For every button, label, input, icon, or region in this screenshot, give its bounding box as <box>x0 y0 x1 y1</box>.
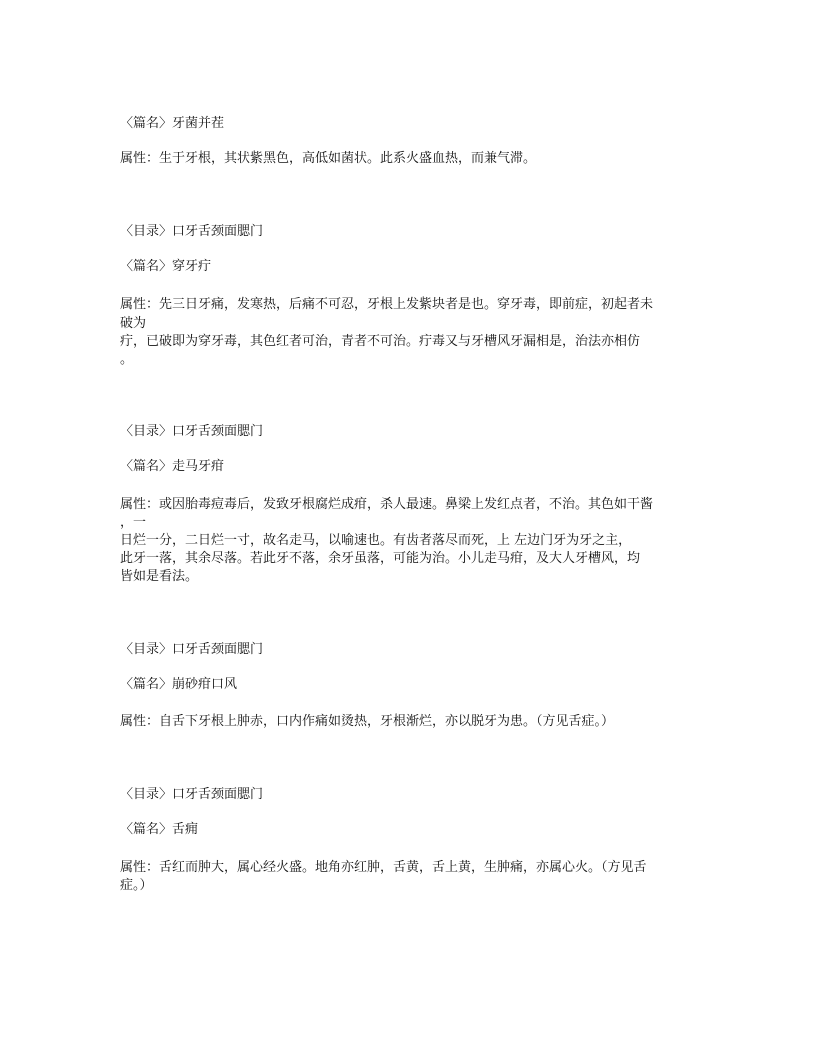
directory-line: 〈目录〉口牙舌颈面腮门 <box>120 642 264 657</box>
attribute-line: 破为 <box>120 316 147 331</box>
attribute-line: 属性：生于牙根，其状紫黑色，高低如菌状。此系火盛血热，而兼气滞。 <box>120 151 537 166</box>
section-title: 〈篇名〉牙菌并茬 <box>120 116 225 131</box>
attribute-line: 皆如是看法。 <box>120 569 199 584</box>
section-title: 〈篇名〉舌痈 <box>120 822 199 837</box>
attribute-line: 属性：先三日牙痛，发寒热，后痛不可忍，牙根上发紫块者是也。穿牙毒，即前症，初起者未 <box>120 297 654 312</box>
attribute-line: 症。） <box>120 878 153 893</box>
directory-line: 〈目录〉口牙舌颈面腮门 <box>120 424 264 439</box>
attribute-line: 疔，已破即为穿牙毒，其色红者可治，青者不可治。疔毒又与牙槽风牙漏相是，治法亦相仿 <box>120 334 641 349</box>
attribute-line: 日烂一分，二日烂一寸，故名走马，以喻速也。有齿者落尽而死，上 左边门牙为牙之主， <box>120 533 632 548</box>
attribute-line: 。 <box>120 352 134 367</box>
attribute-line: ，一 <box>120 515 147 530</box>
attribute-line: 属性：或因胎毒痘毒后，发致牙根腐烂成疳，杀人最速。鼻梁上发红点者，不治。其色如干酱 <box>120 497 654 512</box>
section-title: 〈篇名〉崩砂疳口风 <box>120 677 238 692</box>
section-title: 〈篇名〉穿牙疔 <box>120 259 212 274</box>
directory-line: 〈目录〉口牙舌颈面腮门 <box>120 787 264 802</box>
directory-line: 〈目录〉口牙舌颈面腮门 <box>120 224 264 239</box>
attribute-line: 属性：自舌下牙根上肿赤，口内作痛如烫热，牙根渐烂，亦以脱牙为患。（方见舌症。） <box>120 714 615 729</box>
attribute-line: 此牙一落，其余尽落。若此牙不落，余牙虽落，可能为治。小儿走马疳，及大人牙槽风，均 <box>120 551 641 566</box>
attribute-line: 属性：舌红而肿大，属心经火盛。地角亦红肿，舌黄，舌上黄，生肿痛，亦属心火。（方见舌 <box>120 860 647 875</box>
section-title: 〈篇名〉走马牙疳 <box>120 459 225 474</box>
